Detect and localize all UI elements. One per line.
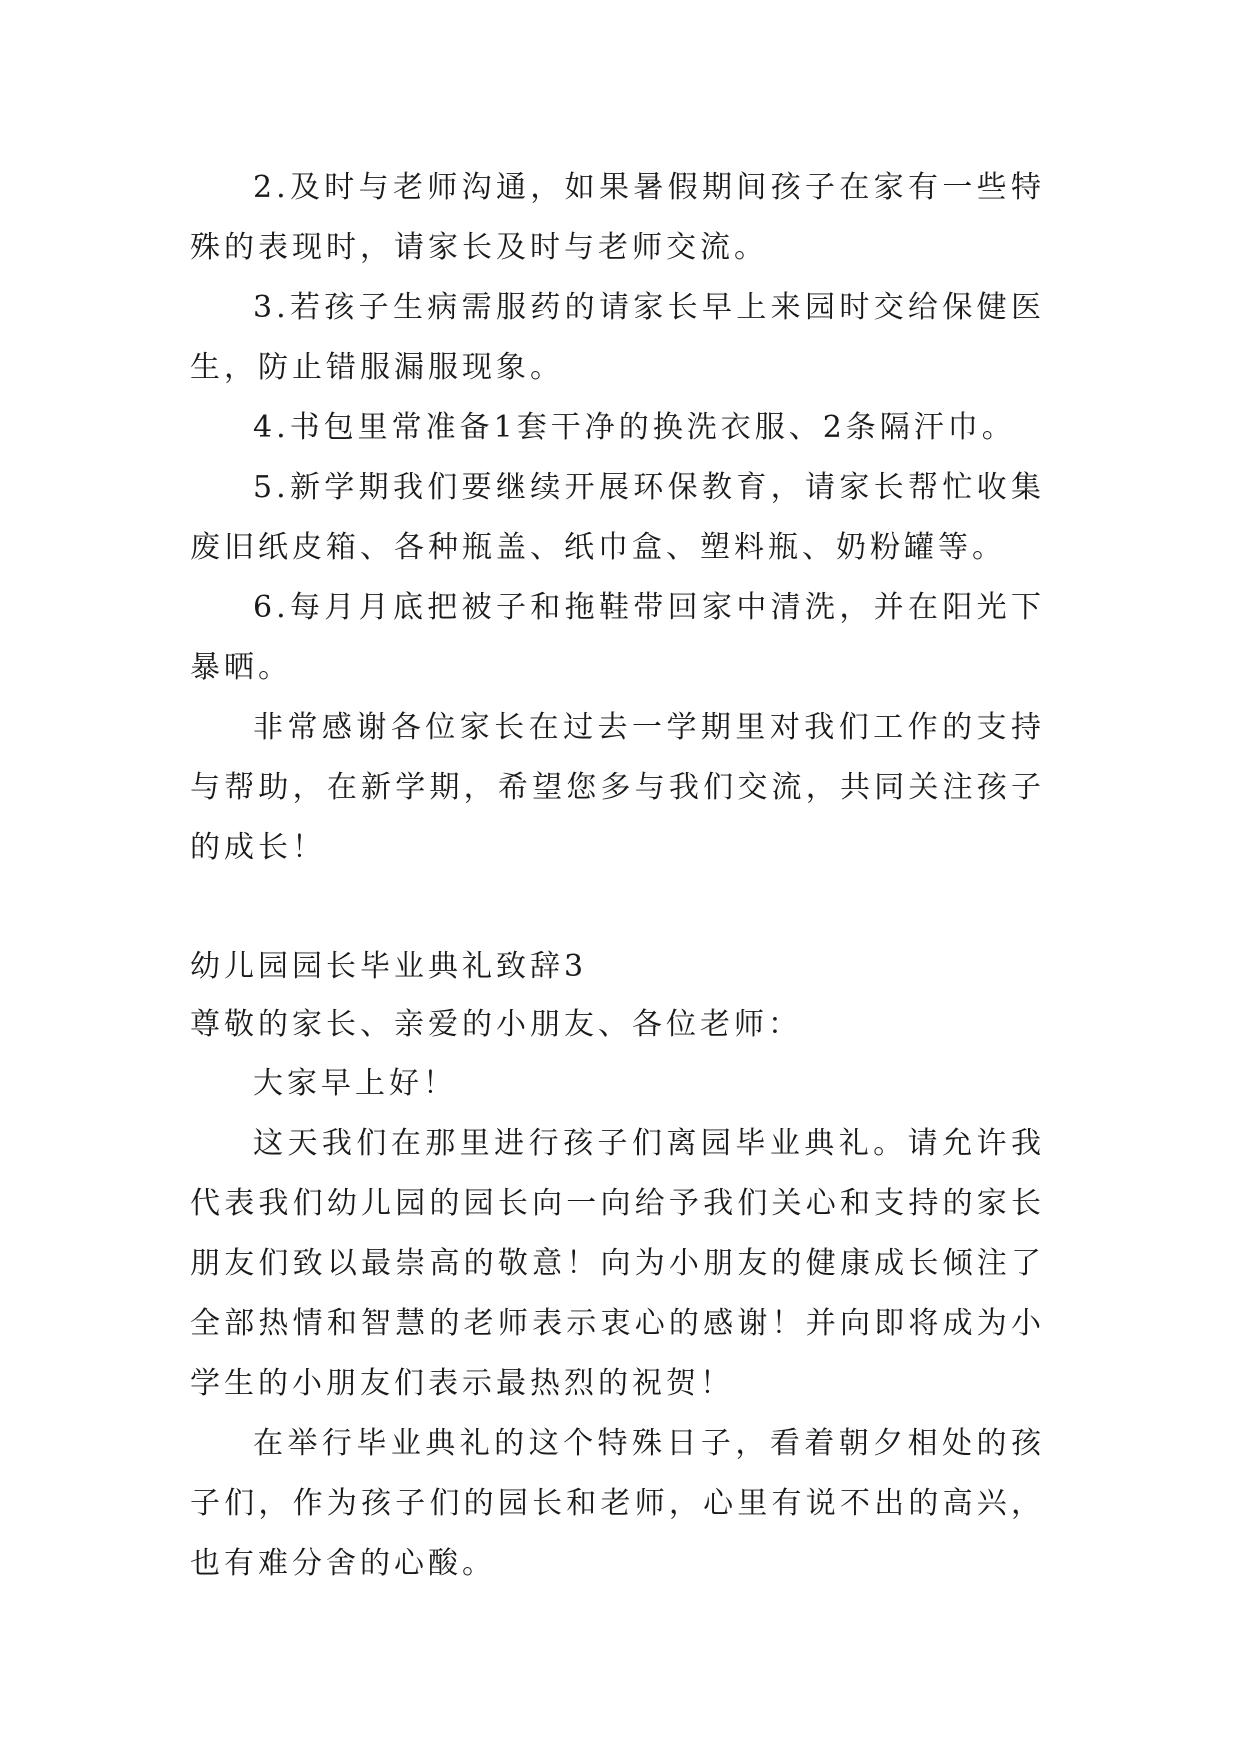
section-spacer — [190, 878, 1045, 938]
list-item: 3.若孩子生病需服药的请家长早上来园时交给保健医生，防止错服漏服现象。 — [190, 290, 1045, 385]
document-page — [190, 158, 1045, 1594]
closing-paragraph: 非常感谢各位家长在过去一学期里对我们工作的支持与帮助，在新学期，希望您多与我们交流，共同关注孩子的成长！ — [190, 710, 1045, 865]
body-paragraph: 在举行毕业典礼的这个特殊日子，看着朝夕相处的孩子们，作为孩子们的园长和老师，心里有说不出的高兴，也有难分舍的心酸。 — [190, 1426, 1045, 1581]
list-item: 5.新学期我们要继续开展环保教育，请家长帮忙收集废旧纸皮箱、各种瓶盖、纸巾盒、塑料瓶、奶粉罐等。 — [190, 470, 1045, 565]
list-item: 4.书包里常准备1套干净的换洗衣服、2条隔汗巾。 — [253, 410, 1016, 445]
greeting: 大家早上好！ — [253, 1066, 457, 1101]
salutation: 尊敬的家长、亲爱的小朋友、各位老师： — [190, 1007, 802, 1042]
list-item: 2.及时与老师沟通，如果暑假期间孩子在家有一些特殊的表现时，请家长及时与老师交流。 — [190, 170, 1045, 265]
section-title: 幼儿园园长毕业典礼致辞3 — [190, 949, 588, 984]
list-item: 6.每月月底把被子和拖鞋带回家中清洗，并在阳光下暴晒。 — [190, 590, 1045, 685]
body-paragraph: 这天我们在那里进行孩子们离园毕业典礼。请允许我代表我们幼儿园的园长向一向给予我们关心和支持的家长朋友们致以最崇高的敬意！向为小朋友的健康成长倾注了全部热情和智慧的老师表示衷心的感谢！并向即将成为小学生的小朋友们表示最热烈的祝贺！ — [190, 1126, 1045, 1401]
